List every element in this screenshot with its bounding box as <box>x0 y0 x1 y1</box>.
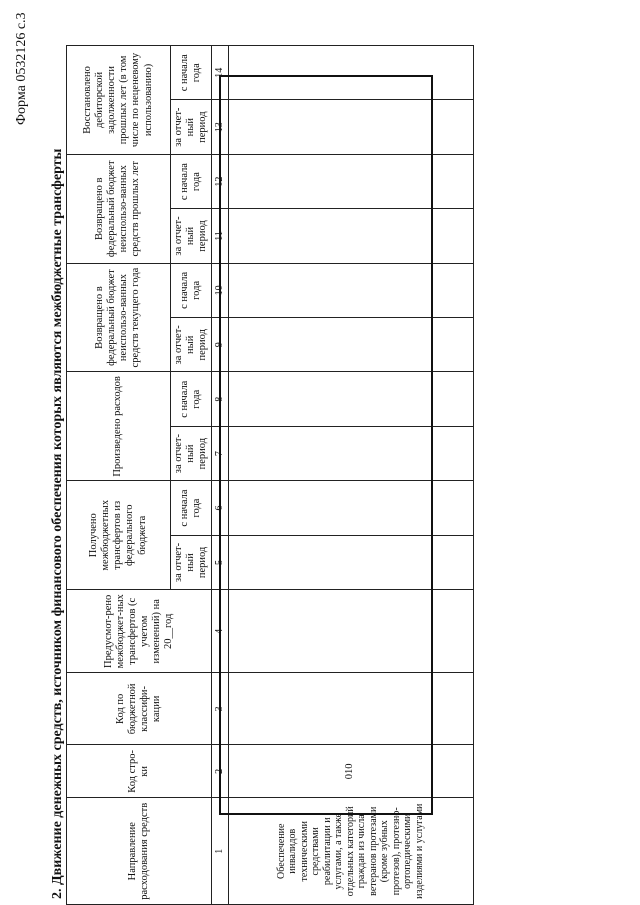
column-number: 9 <box>212 318 229 372</box>
subheader-period: за отчет-ный период <box>170 426 211 480</box>
subheader-since-year: с начала года <box>170 46 211 100</box>
column-number: 5 <box>212 535 229 589</box>
column-number: 11 <box>212 209 229 263</box>
subheader-since-year: с начала года <box>170 372 211 426</box>
column-number: 10 <box>212 263 229 317</box>
row-direction-text: Обеспечение инвалидов техническими средствами реабилитации и услугами, а также отдельных категорий граждан из числа ветеранов протезами (кроме зубных протезов), протезно-ортопедическими изделиями и услугами <box>228 798 473 905</box>
column-number: 3 <box>212 673 229 745</box>
header-budget-code: Код по бюджетной классифи-кации <box>67 673 212 745</box>
form-number: Форма 0532126 с.3 <box>14 12 29 125</box>
subheader-period: за отчет-ный период <box>170 535 211 589</box>
header-returned-current: Возвращено в федеральный бюджет неиспользо-ванных средств текущего года <box>67 263 171 372</box>
column-number: 4 <box>212 590 229 673</box>
subheader-period: за отчет-ный период <box>170 318 211 372</box>
column-number: 2 <box>212 745 229 798</box>
subheader-period: за отчет-ный период <box>170 209 211 263</box>
column-number: 7 <box>212 426 229 480</box>
section-title: 2. Движение денежных средств, источником финансового обеспечения которых являются межбюджетные трансферты <box>50 148 65 899</box>
subheader-period: за отчет-ный период <box>170 100 211 154</box>
header-returned-past: Возвращено в федеральный бюджет неиспользо-ванных средств прошлых лет <box>67 154 171 263</box>
row-code: 010 <box>228 745 473 798</box>
column-number: 14 <box>212 46 229 100</box>
column-number: 8 <box>212 372 229 426</box>
column-number: 12 <box>212 154 229 208</box>
header-row-main <box>67 46 171 905</box>
data-entry-frame <box>219 75 433 815</box>
header-direction: Направление расходования средств <box>67 798 212 905</box>
header-received: Получено межбюджетных трансфертов из федерального бюджета <box>67 481 171 590</box>
subheader-since-year: с начала года <box>170 263 211 317</box>
subheader-since-year: с начала года <box>170 154 211 208</box>
column-number: 6 <box>212 481 229 535</box>
header-planned: Предусмот-рено межбюджет-ных трансфертов (с учетом изменений) на 20__год <box>67 590 212 673</box>
column-number: 13 <box>212 100 229 154</box>
column-number: 1 <box>212 798 229 905</box>
header-spent: Произведено расходов <box>67 372 171 481</box>
subheader-since-year: с начала года <box>170 481 211 535</box>
header-code-line: Код стро-ки <box>67 745 212 798</box>
header-restored: Восстановлено дебиторской задолженности прошлых лет (в том числе по неценевому использованию) <box>67 46 171 155</box>
